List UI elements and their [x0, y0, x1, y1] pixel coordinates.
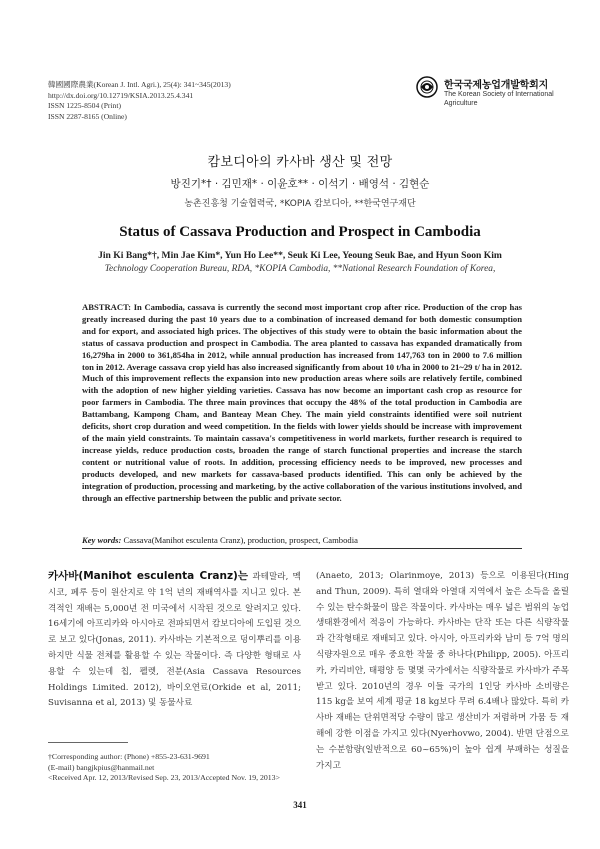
society-emblem-icon	[416, 76, 438, 98]
keywords	[82, 535, 522, 545]
body-lead: 카사바(Manihot esculenta Cranz)는	[48, 570, 248, 582]
keywords-text: Cassava(Manihot esculenta Cranz), production, prospect, Cambodia	[123, 535, 358, 545]
body-left-text: 과테말라, 멕시코, 페루 등이 원산지로 약 1억 년의 재배역사를 지니고 있다. 본격적인 재배는 5,000년 전 미국에서 시작된 것으로 알려지고 있다. 16세기에 아프리카와 아시아로 전파되면서 캄보디아에 도입된 것으로 보고 있다(Jonas, 2011). 카사바는 기본적으로 덩이뿌리를 이용하지만 식물 전체를 활용할 수 있는 작물이다. 즉 다양한 형태로 사용할 수 있는데 칩, 펠렛, 전분(Asia Cassava Resources Holdings Limited. 2012), 바이오연료(Orkide et al, 2011; Suvisanna et al, 2013) 및 동물사료	[48, 572, 301, 709]
authors-korean: 방진기*† · 김민재* · 이윤호** · 이석기 · 배영석 · 김현순	[170, 178, 430, 190]
society-name-en: The Korean Society of International Agriculture	[444, 91, 554, 107]
title-korean: 캄보디아의 카사바 생산 및 전망	[207, 155, 393, 170]
authors-english: Jin Ki Bang*†, Min Jae Kim*, Yun Ho Lee**, Seuk Ki Lee, Yeoung Seuk Bae, and Hyun Soon Kim	[98, 250, 502, 261]
footnote-divider	[48, 742, 128, 743]
keywords-label: Key words:	[82, 535, 122, 545]
society-name-ko: 한국국제농업개발학회지	[444, 80, 549, 91]
author-email[interactable]: (E-mail) bangjkpius@hanmail.net	[48, 762, 155, 772]
page-number: 341	[293, 800, 307, 810]
affiliation-korean: 농촌진흥청 기술협력국, *KOPIA 캄보디아, **한국연구재단	[184, 199, 416, 209]
society-logo	[416, 74, 566, 120]
issn-online: ISSN 2287-8165 (Online)	[48, 111, 127, 121]
body-right-text: (Anaeto, 2013; Olarinmoye, 2013) 등으로 이용된다(Hing and Thun, 2009). 특히 열대와 아열대 지역에서 높은 소득을 올릴 수 있는 탄수화물이 많은 작물이다. 카사바는 매우 넓은 범위의 농업 생태환경에서 적응이 가능하다. 카사바는 단작 또는 다른 식량작물과 간작형태로 재배되고 있다. 아시아, 아프리카와 남미 등 7억 명의 식량자원으로 매우 중요한 작물 중 하나다(Philipp, 2005). 아프리카, 카리비안, 태평양 등 몇몇 국가에서는 식량작물로 카사바가 주목 받고 있다. 2010년의 경우 이들 국가의 1인당 카사바 소비량은 115 kg을 보여 세계 평균 18 kg보다 무려 6.4배나 많았다. 특히 카사바 재배는 단위면적당 수량이 많고 생산비가 저렴하며 가뭄 등 재해에 강한 이점을 가지고 있다(Nyerhovwo, 2004). 반면 단점으로는 수분함량(일반적으로 60~65%)이 높아 쉽게 부패하는 성질을 가지고	[316, 571, 569, 771]
corresponding-author: †Corresponding author: (Phone) +855-23-631-9691	[48, 752, 210, 761]
received-dates: <Received Apr. 12, 2013/Revised Sep. 23, 2013/Accepted Nov. 19, 2013>	[48, 773, 280, 782]
body-column-left	[48, 569, 301, 712]
journal-header	[48, 80, 231, 122]
footnote	[48, 752, 308, 784]
abstract-text: In Cambodia, cassava is currently the second most important crop after rice. Production of the crop has greatly increased during the past 10 years due to a combination of increased demand for both domestic consumption and for export, and associated high prices. The objectives of this study were to obtain the basic information about the status of cassava production and prospect in Cambodia. The area planted to cassava has expanded dramatically from 16,279ha in 2000 to 361,854ha in 2012, while annual production has increased from 147,763 ton in 2000 to 7.6 million ton in 2012. Average cassava crop yield has also increased significantly from about 10 t/ha in 2000 to 21~29 t/ ha in 2012. Much of this improvement reflects the expansion into new production areas where soils are relatively fertile, combined with the adoption of new higher yielding varieties. Cassava has now become an important cash crop as resource for poor farmers in Cambodia. The three main provinces that occupy the 48% of the total production in Cambodia are Battambang, Kampong Cham, and Banteay Mean Chey. The main yield constraints identified were soil nutrient deficits, short crop duration and weed competition. In the fields with lower yields should be increase with improvement of the main yield constraints. To maintain cassava's competitiveness in world markets, further research is required to increase yields, reduce production costs, broaden the range of starch functional properties and increase the starch content or nutritional value of roots. In addition, processing efficiency needs to be improved, new processes and products developed, and new markets for cassava-based products identified. This can only be achieved by the integration of production, processing and marketing, by the active collaboration of the various institutions involved, and through an effective partnership between the public and private sector.	[82, 302, 522, 503]
doi-link[interactable]: http://dx.doi.org/10.12719/KSIA.2013.25.4.341	[48, 90, 194, 100]
affiliation-english: Technology Cooperation Bureau, RDA, *KOPIA Cambodia, **National Research Foundation of Korea,	[104, 264, 496, 274]
keywords-divider	[82, 548, 522, 549]
issn-print: ISSN 1225-8504 (Print)	[48, 101, 121, 110]
body-column-right	[316, 569, 569, 774]
abstract-label: ABSTRACT:	[82, 302, 132, 312]
abstract	[82, 302, 522, 504]
journal-citation: 韓國國際農業(Korean J. Intl. Agri.), 25(4): 341~345(2013)	[48, 80, 231, 89]
title-english: Status of Cassava Production and Prospect in Cambodia	[119, 224, 481, 240]
